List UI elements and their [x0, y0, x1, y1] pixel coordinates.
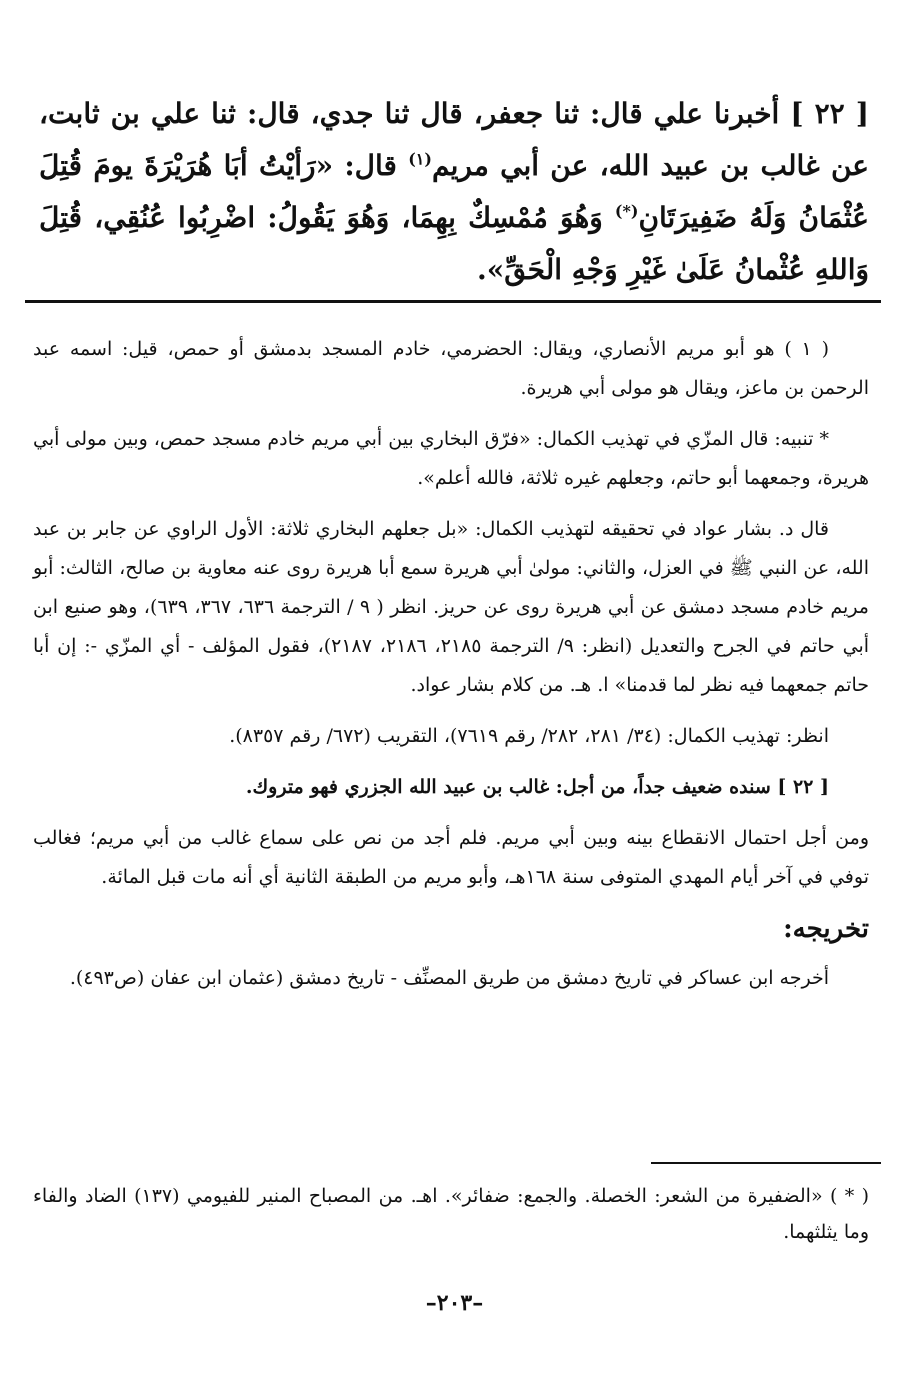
hadith-text-part-1: [ ٢٢ ] أخبرنا علي قال: ثنا جعفر، قال ثنا جدي، قال: ثنا علي بن ثابت، عن غالب بن عبيد الله، عن أبي مريم	[39, 97, 869, 182]
hadith-text	[39, 88, 869, 296]
note-bashar: قال د. بشار عواد في تحقيقه لتهذيب الكمال: «بل جعلهم البخاري ثلاثة: الأول الراوي عن جابر بن عبد الله، عن النبي ﷺ في العزل، والثاني: مولىٰ أبي هريرة سمع أبا هريرة روى عنه معاوية بن صالح، الثالث: أبو مريم خادم مسجد دمشق عن أبي هريرة روى عن حريز. انظر ( ٩ / الترجمة ٦٣٦، ٣٦٧، ٦٣٩)، وهو صنيع ابن أبي حاتم في الجرح والتعديل (انظر: ٩/ الترجمة ٢١٨٥، ٢١٨٦، ٢١٨٧)، فقول المؤلف - أي المزّي -: إن أبا حاتم جمعهما فيه نظر لما قدمنا» ا. هـ. من كلام بشار عواد.	[33, 518, 870, 696]
footnote-divider	[651, 1162, 881, 1164]
footnote-ref-1: (١)	[408, 149, 432, 169]
note-refs: انظر: تهذيب الكمال: (٣٤/ ٢٨١، ٢٨٢/ رقم ٧٦١٩)، التقريب (٦٧٢/ رقم ٨٣٥٧).	[229, 725, 829, 747]
hadith-text-part-2: قال: «رَأيْتُ أبَا هُرَيْرَةَ يومَ قُتِلَ عُثْمَانُ وَلَهُ ضَفِيرَتَانِ	[39, 149, 869, 234]
footnote-star: ( * ) «الضفيرة من الشعر: الخصلة. والجمع: ضفائر». اهـ. من المصباح المنير للفيومي (١٣٧) الضاد والفاء وما يثلثهما.	[33, 1185, 869, 1243]
note-inqita: ومن أجل احتمال الانقطاع بينه وبين أبي مريم. فلم أجد من نص على سماع غالب من أبي مريم؛ فغالب توفي في آخر أيام المهدي المتوفى سنة ١٦٨هـ، وأبو مريم من الطبقة الثانية أي أنه مات قبل المائة.	[33, 827, 869, 888]
note-takhrij: أخرجه ابن عساكر في تاريخ دمشق من طريق المصنِّف - تاريخ دمشق (عثمان ابن عفان (ص٤٩٣).	[69, 967, 829, 989]
hadith-text-part-3: وَهُوَ مُمْسِكٌ بِهِمَا، وَهُوَ يَقُولُ: اضْرِبُوا عُنُقِي، قُتِلَ وَاللهِ عُثْمانُ عَلَىٰ غَيْرِ وَجْهِ الْحَقِّ».	[39, 201, 869, 286]
note-tanbih: * تنبيه: قال المزّي في تهذيب الكمال: «فرّق البخاري بين أبي مريم خادم مسجد حمص، وبين مولى أبي هريرة، وجمعهما أبو حاتم، وجعلهم غيره ثلاثة، فالله أعلم».	[32, 428, 869, 489]
top-divider	[25, 300, 881, 303]
commentary-section	[33, 330, 869, 1010]
page-number: –٢٠٣–	[425, 1290, 484, 1316]
footnote-ref-star: (*)	[614, 201, 639, 221]
note-isnad-grading: [ ٢٢ ] سنده ضعيف جداً، من أجل: غالب بن عبيد الله الجزري فهو متروك.	[245, 776, 829, 798]
takhrij-heading: تخريجه:	[783, 914, 869, 944]
note-1: ( ١ ) هو أبو مريم الأنصاري، ويقال: الحضرمي، خادم المسجد بدمشق أو حمص، قيل: اسمه عبد الرحمن بن ماعز، ويقال هو مولى أبي هريرة.	[33, 338, 869, 399]
